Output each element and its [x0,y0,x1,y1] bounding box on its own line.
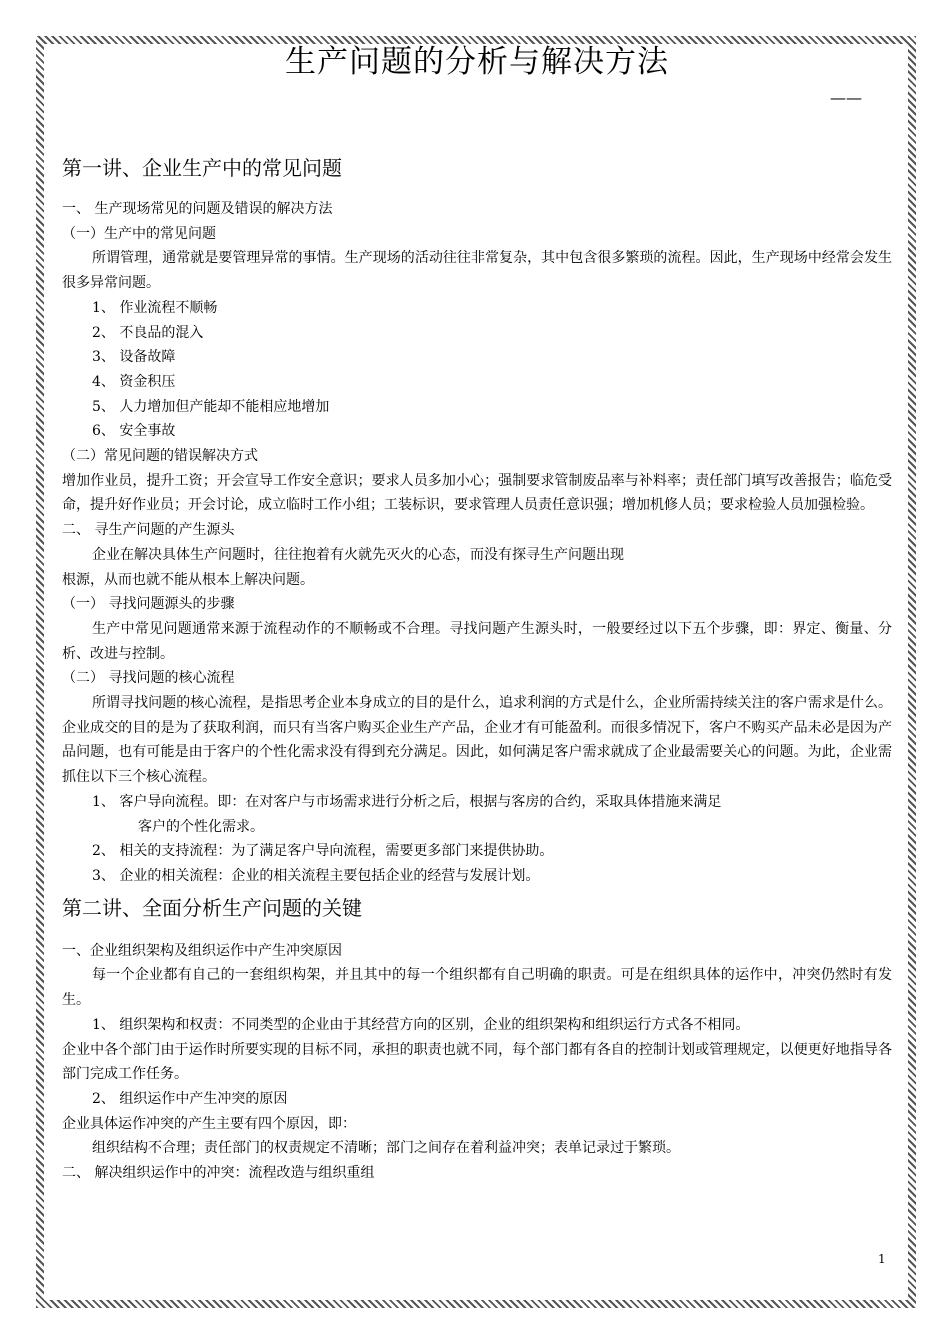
lecture-2-heading: 第二讲、全面分析生产问题的关键 [62,895,362,920]
list-item: 1、 客户导向流程。即：在对客户与市场需求进行分析之后，根据与客房的合约，采取具体措施来满足 [92,793,722,810]
paragraph: 所谓管理，通常就是要管理异常的事情。生产现场的活动往往非常复杂，其中包含很多繁琐的流程。因此，生产现场中经常会发生很多异常问题。 [62,250,892,292]
list-item: 3、 设备故障 [92,349,176,366]
paragraph: 增加作业员，提升工资；开会宣导工作安全意识；要求人员多加小心；强制要求管制废品率与补料率；责任部门填写改善报告；临危受命，提升好作业员；开会讨论，成立临时工作小组；工装标识，要求管理人员责任意识强；增加机修人员；要求检验人员加强检验。 [62,472,892,514]
lecture-1-heading: 第一讲、企业生产中的常见问题 [62,156,342,180]
page-number: 1 [878,1252,886,1266]
paragraph: 所谓寻找问题的核心流程，是指思考企业本身成立的目的是什么，追求利润的方式是什么，企业所需持续关注的客户需求是什么。企业成交的目的是为了获取利润，而只有当客户购买企业生产产品，企业才有可能盈利。而很多情况下，客户不购买产品未必是因为产品问题，也有可能是由于客户的个性化需求没有得到充分满足。因此，如何满足客户需求就成了企业最需要关心的问题。为此，企业需抓住以下三个核心流程。 [62,695,892,786]
list-item: 1、 组织架构和权责：不同类型的企业由于其经营方向的区别，企业的组织架构和组织运行方式各不相同。 [92,1016,750,1033]
list-item: 3、 企业的相关流程：企业的相关流程主要包括企业的经营与发展计划。 [92,867,540,884]
list-item: 2、 组织运作中产生冲突的原因 [92,1090,288,1107]
list-item: 4、 资金积压 [92,373,176,390]
document-title: 生产问题的分析与解决方法 [285,44,669,80]
title-dash: —— [830,88,862,107]
document-body [62,40,892,1186]
section-heading: 二、 解决组织运作中的冲突：流程改造与组织重组 [62,1165,375,1182]
paragraph: 生产中常见问题通常来源于流程动作的不顺畅或不合理。寻找问题产生源头时，一般要经过以下五个步骤，即：界定、衡量、分析、改进与控制。 [62,620,892,662]
paragraph: 企业在解决具体生产问题时，往往抱着有火就先灭火的心态，而没有探寻生产问题出现 [92,546,624,563]
list-item-continuation: 客户的个性化需求。 [138,818,264,835]
section-heading: 一、企业组织架构及组织运作中产生冲突原因 [62,942,342,959]
paragraph: 企业具体运作冲突的产生主要有四个原因，即： [62,1115,356,1132]
list-item: 1、 作业流程不顺畅 [92,299,218,316]
paragraph: 每一个企业都有自己的一套组织构架，并且其中的每一个组织都有自己明确的职责。可是在组织具体的运作中，冲突仍然时有发生。 [62,967,892,1009]
paragraph: 企业中各个部门由于运作时所要实现的目标不同，承担的职责也就不同，每个部门都有各自的控制计划或管理规定，以便更好地指导各部门完成工作任务。 [62,1041,892,1083]
list-item: 6、 安全事故 [92,423,176,440]
subsection-heading: （一）生产中的常见问题 [62,225,216,242]
paragraph: 根源，从而也就不能从根本上解决问题。 [62,571,314,588]
list-item: 2、 相关的支持流程：为了满足客户导向流程，需要更多部门来提供协助。 [92,843,554,860]
paragraph: 组织结构不合理；责任部门的权责规定不清晰；部门之间存在着利益冲突；表单记录过于繁琐。 [92,1140,680,1157]
subsection-heading: （二） 寻找问题的核心流程 [62,670,235,687]
section-heading: 一、 生产现场常见的问题及错误的解决方法 [62,201,333,217]
section-heading: 二、 寻生产问题的产生源头 [62,522,235,539]
subsection-heading: （二）常见问题的错误解决方式 [62,448,258,465]
list-item: 2、 不良品的混入 [92,324,204,341]
list-item: 5、 人力增加但产能却不能相应地增加 [92,398,330,415]
subsection-heading: （一） 寻找问题源头的步骤 [62,596,235,613]
